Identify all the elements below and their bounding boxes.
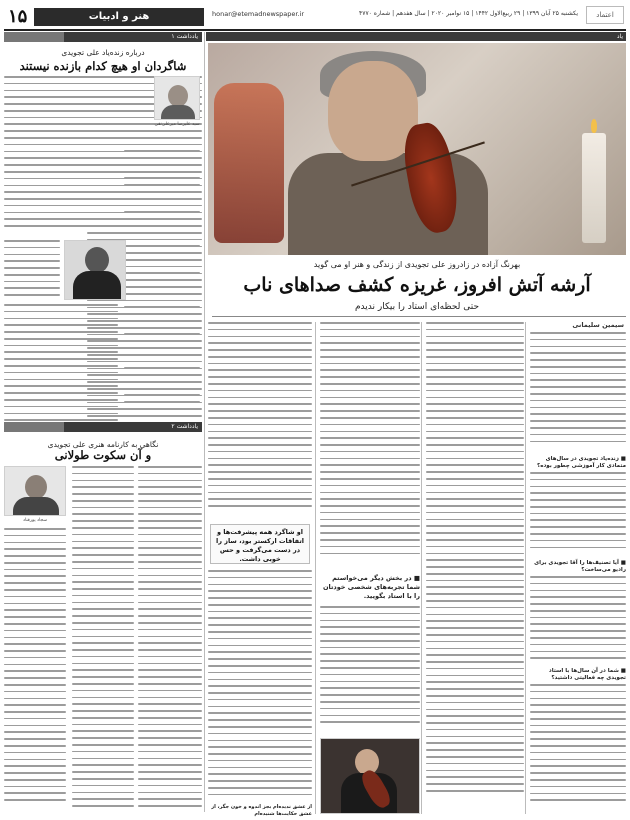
question-3: ■ شما در آن سال‌ها با استاد تجویدی چه فعالیتی داشتید؟ — [548, 668, 626, 681]
article2-body-c — [4, 528, 66, 816]
top-rule — [4, 29, 626, 31]
article2-body-b — [72, 466, 134, 816]
kicker-label-1: یادداشت ۱ — [171, 33, 198, 40]
main-article — [208, 32, 626, 817]
page-number: ۱۵ — [8, 6, 28, 27]
author2-photo — [4, 466, 66, 516]
main-col3-body-b — [320, 606, 420, 736]
section-title: هنر و ادبیات — [34, 8, 204, 26]
site-email[interactable]: honar@etemadnewspaper.ir — [212, 10, 305, 18]
article2-subtitle: نگاهی به کارنامه هنری علی تجویدی — [47, 440, 159, 449]
bottom-caption: از عشق ندیده‌ام بجز اندوه و خون جگر، از عشق حکایت‌ها شنیده‌ام — [211, 804, 312, 817]
kicker-bar-2 — [4, 422, 202, 432]
hero-kicker: بهرنگ آزاده در زادروز علی تجویدی از زندگی و هنر او می گوید — [313, 260, 521, 269]
question-1: ■ زنده‌یاد تجویدی در سال‌های متمادی کار آموزشی چطور بوده؟ — [537, 456, 626, 469]
pull-quote: او شاگرد همه پیشرفت‌ها و اتفاقات ارکستر بود، ساز را در دست می‌گرفت و حس خوبی داشت. — [210, 524, 310, 564]
hero-photo — [208, 43, 626, 255]
author2-caption: سجاد پورقناد — [22, 518, 48, 523]
hero-headline: آرشه آتش افروز، غریزه کشف صداهای ناب — [243, 274, 591, 296]
question-mid: ■ در بخش دیگر می‌خواستم شما تجربه‌های شخصی خودتان را با استاد بگویید. — [322, 574, 420, 600]
left-column — [4, 32, 202, 814]
article1-body-d — [4, 240, 60, 300]
column-divider — [204, 32, 205, 812]
hero-subheadline: حتی لحظه‌ای استاد را بیکار ندیدم — [354, 302, 480, 312]
main-col1-body-c — [530, 576, 626, 666]
main-col4-body-a — [208, 322, 312, 522]
date-line: یکشنبه ۲۵ آبان ۱۳۹۹ | ۲۹ ربیع‌الاول ۱۴۴۲ | ۱۵ نوامبر ۲۰۲۰ | سال هفدهم | شماره ۴۷۷۰ — [359, 10, 578, 17]
main-col1-body-d — [530, 684, 626, 814]
main-col2-body — [426, 322, 524, 814]
article1-headline: شاگردان او هیچ کدام بازنده نیستند — [19, 59, 187, 73]
author-byline: سیمین سلیمانی — [572, 321, 624, 329]
main-col1-body-b — [530, 472, 626, 558]
main-col1-body-a — [530, 332, 626, 454]
kicker-label-2: یادداشت ۲ — [171, 423, 198, 430]
kicker-bar-1 — [4, 32, 202, 42]
tajvidi-photo — [64, 240, 126, 300]
article2-body-a — [138, 466, 202, 816]
article1-subtitle: درباره زنده‌یاد علی تجویدی — [61, 48, 145, 57]
author1-photo — [154, 76, 200, 120]
article1-body-c — [4, 76, 118, 236]
top-label: یاد — [206, 32, 626, 41]
bottom-photo — [320, 738, 420, 814]
author1-caption: سید علیرضا میرعلی‌نقی — [154, 122, 200, 127]
article2-headline: و آن سکوت طولانی — [54, 448, 152, 462]
article1-body-e — [4, 304, 118, 436]
main-col4-body-b — [208, 570, 312, 814]
article1-body-b — [124, 130, 200, 436]
question-2: ■ آیا تصنیف‌ها را آقا تجویدی برای رادیو می‌ساخت؟ — [534, 560, 626, 573]
newspaper-logo: اعتماد — [586, 6, 624, 24]
masthead — [4, 6, 626, 28]
main-col3-body-a — [320, 322, 420, 572]
